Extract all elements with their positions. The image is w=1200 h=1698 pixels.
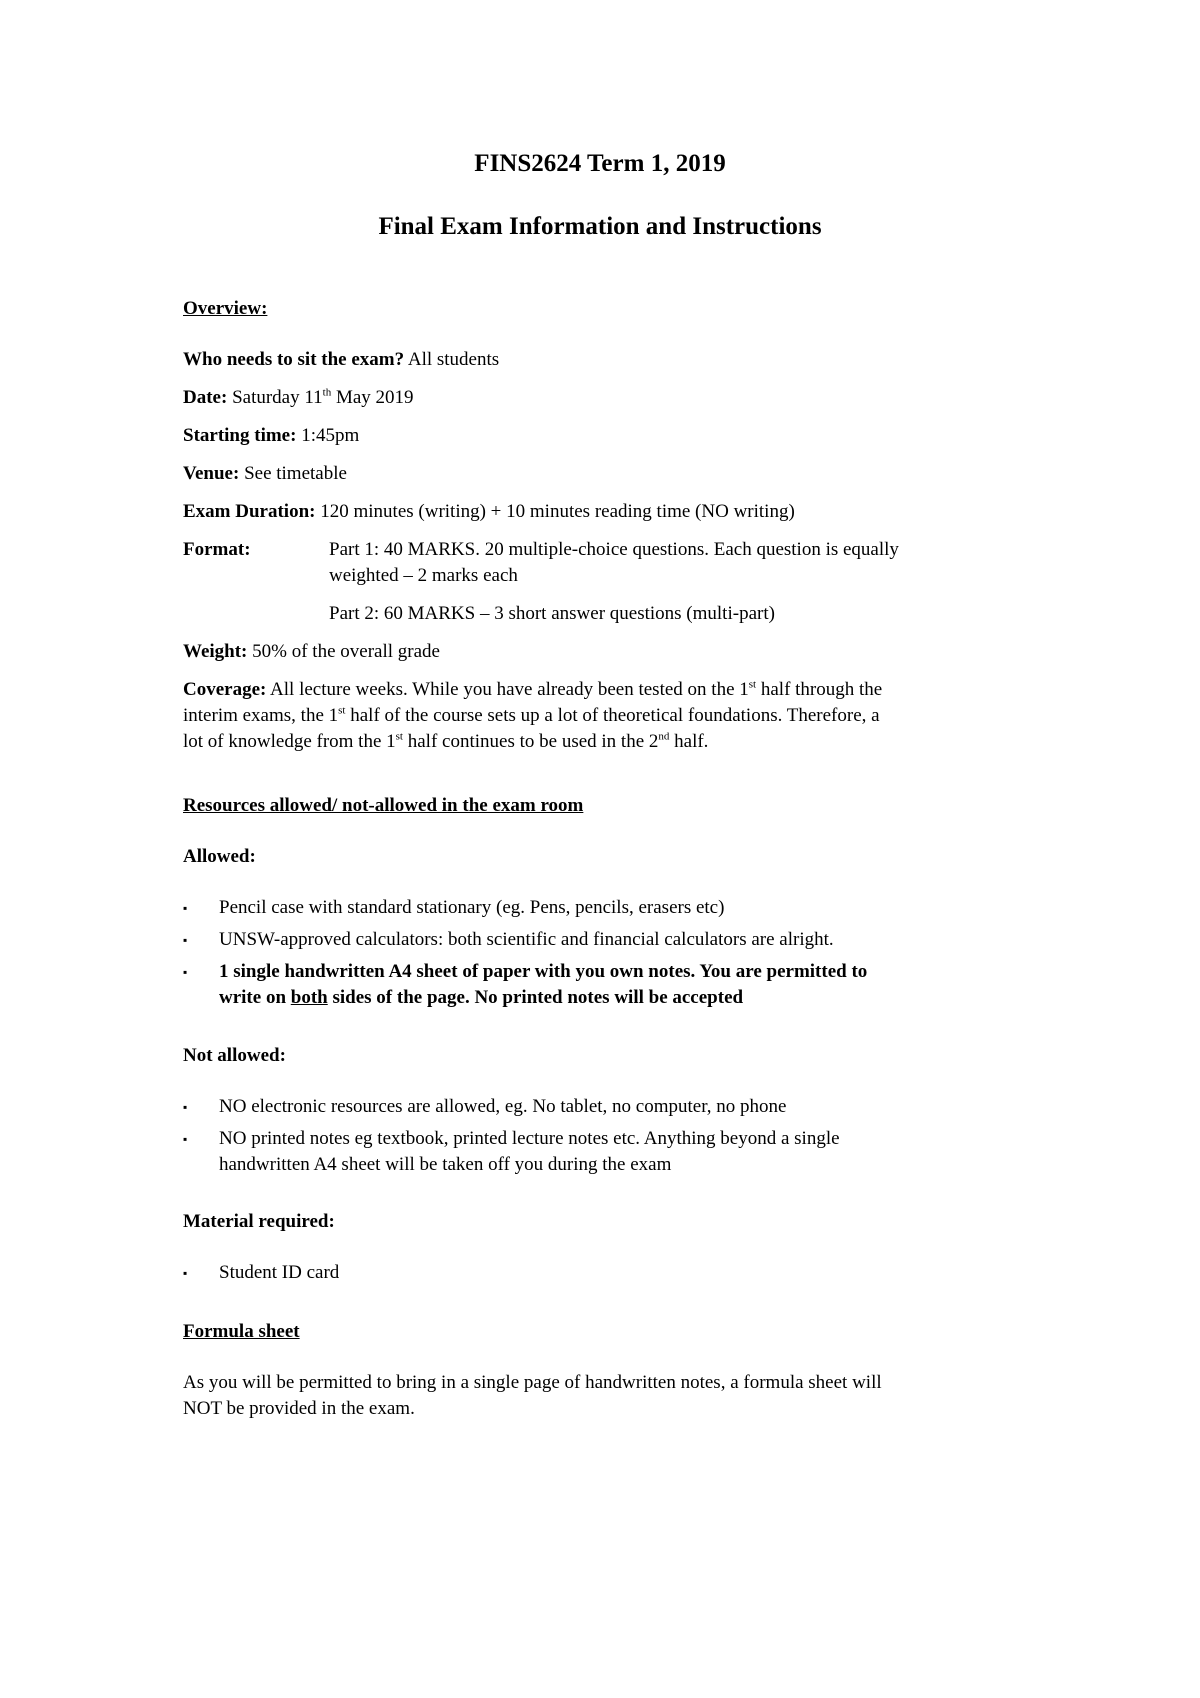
allowed-item-3-line-1: 1 single handwritten A4 sheet of paper with you own notes. You are permitted to — [219, 961, 868, 982]
coverage-line-2 — [183, 703, 880, 729]
start-value: 1:45pm — [296, 425, 360, 446]
square-bullet-icon: ▪ — [183, 1266, 188, 1280]
venue-label: Venue: — [183, 463, 240, 484]
start-label: Starting time: — [183, 425, 297, 446]
format-part1-line1: Part 1: 40 MARKS. 20 multiple-choice questions. Each question is equally — [329, 539, 899, 560]
document-title: FINS2624 Term 1, 2019 — [474, 150, 726, 177]
material-heading: Material required: — [183, 1211, 335, 1232]
list-item — [183, 1126, 1023, 1178]
weight-label: Weight: — [183, 641, 248, 662]
not-allowed-item-1: NO electronic resources are allowed, eg. No tablet, no computer, no phone — [219, 1096, 787, 1117]
square-bullet-icon: ▪ — [183, 1100, 188, 1114]
date-prefix: Saturday 11 — [227, 387, 323, 408]
who-label: Who needs to sit the exam? — [183, 349, 405, 370]
square-bullet-icon: ▪ — [183, 1132, 188, 1146]
coverage-text-3a: lot of knowledge from the 1 — [183, 731, 396, 752]
coverage-sup-4: nd — [658, 730, 670, 743]
coverage-line-3 — [183, 729, 708, 755]
coverage-sup-2: st — [338, 704, 346, 717]
date-sup: th — [322, 386, 332, 399]
coverage-sup-1: st — [748, 678, 757, 691]
date-label: Date: — [183, 387, 228, 408]
start-line — [183, 423, 359, 449]
format-part1-line2: weighted – 2 marks each — [329, 565, 518, 586]
square-bullet-icon: ▪ — [183, 901, 188, 915]
not-allowed-item-2-line-1: NO printed notes eg textbook, printed lecture notes etc. Anything beyond a single — [219, 1128, 840, 1149]
coverage-text-1b: half through the — [756, 679, 883, 700]
date-line — [183, 385, 414, 411]
coverage-text-3b: half continues to be used in the 2 — [403, 731, 659, 752]
square-bullet-icon: ▪ — [183, 965, 188, 979]
list-item — [183, 1260, 1023, 1286]
list-item — [183, 895, 1023, 921]
format-label: Format: — [183, 539, 251, 560]
coverage-sup-3: st — [395, 730, 403, 743]
allowed-item-3-underline: both — [290, 987, 328, 1008]
allowed-item-2: UNSW-approved calculators: both scientific and financial calculators are alright. — [219, 929, 834, 950]
coverage-text-3c: half. — [669, 731, 709, 752]
list-item — [183, 927, 1023, 953]
allowed-item-3-text-b: write on — [219, 987, 291, 1008]
date-suffix: May 2019 — [331, 387, 414, 408]
coverage-label: Coverage: — [183, 679, 267, 700]
resources-heading: Resources allowed/ not-allowed in the exam room — [183, 795, 584, 816]
allowed-item-3 — [219, 959, 1019, 1011]
list-item — [183, 959, 1023, 1011]
allowed-heading: Allowed: — [183, 846, 256, 867]
duration-label: Exam Duration: — [183, 501, 316, 522]
not-allowed-heading: Not allowed: — [183, 1045, 286, 1066]
who-value: All students — [404, 349, 500, 370]
allowed-item-3-line-2 — [219, 985, 1019, 1011]
duration-value: 120 minutes (writing) + 10 minutes reading time (NO writing) — [315, 501, 795, 522]
formula-line-2: NOT be provided in the exam. — [183, 1398, 415, 1419]
not-allowed-item-2-line-2: handwritten A4 sheet will be taken off you during the exam — [219, 1154, 672, 1175]
weight-value: 50% of the overall grade — [247, 641, 440, 662]
not-allowed-item-2 — [219, 1126, 1019, 1178]
duration-line — [183, 499, 795, 525]
overview-heading: Overview: — [183, 298, 268, 319]
document-subtitle: Final Exam Information and Instructions — [378, 213, 822, 240]
weight-line — [183, 639, 440, 665]
square-bullet-icon: ▪ — [183, 933, 188, 947]
venue-value: See timetable — [239, 463, 347, 484]
coverage-text-1a: All lecture weeks. While you have already been tested on the 1 — [266, 679, 749, 700]
venue-line — [183, 461, 347, 487]
coverage-text-2a: interim exams, the 1 — [183, 705, 339, 726]
who-line — [183, 347, 499, 373]
formula-heading: Formula sheet — [183, 1321, 300, 1342]
coverage-text-2b: half of the course sets up a lot of theoretical foundations. Therefore, a — [345, 705, 880, 726]
allowed-item-3-text-c: sides of the page. No printed notes will be accepted — [327, 987, 744, 1008]
format-part2: Part 2: 60 MARKS – 3 short answer questions (multi-part) — [329, 603, 775, 624]
list-item — [183, 1094, 1023, 1120]
material-item-1: Student ID card — [219, 1262, 340, 1283]
formula-line-1: As you will be permitted to bring in a single page of handwritten notes, a formula sheet will — [183, 1372, 882, 1393]
coverage-line-1 — [183, 677, 882, 703]
allowed-item-1: Pencil case with standard stationary (eg. Pens, pencils, erasers etc) — [219, 897, 725, 918]
